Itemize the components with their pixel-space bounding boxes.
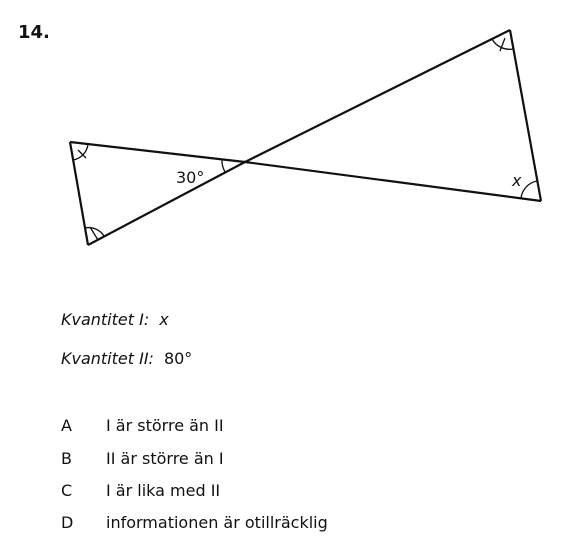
option-a[interactable] (61, 416, 224, 436)
question-number: 14. (18, 22, 50, 43)
quantity-two (61, 349, 192, 369)
quantity-two-label: Kvantitet II: (61, 349, 154, 368)
option-text: II är större än I (106, 449, 224, 468)
angle-arc-x (521, 181, 537, 198)
quantity-one-value: x (159, 310, 169, 329)
right-triangle-side-top (245, 30, 510, 162)
option-text: I är lika med II (106, 481, 221, 500)
angle-label-x: x (512, 171, 522, 190)
option-letter: A (61, 416, 72, 435)
quantity-two-value: 80° (163, 349, 193, 368)
option-text: I är större än II (106, 416, 224, 435)
option-text: informationen är otillräcklig (106, 513, 328, 532)
option-letter: D (61, 513, 74, 532)
option-d[interactable] (61, 513, 328, 533)
angle-tick-top-left (78, 150, 86, 158)
quantity-one (61, 310, 169, 330)
option-letter: C (61, 481, 73, 500)
option-letter: B (61, 449, 72, 468)
right-triangle-side-bottom (245, 162, 541, 201)
quantity-one-label: Kvantitet I: (61, 310, 150, 329)
angle-arc-intersection (222, 159, 225, 172)
left-triangle-side-bottom (88, 162, 245, 245)
option-b[interactable] (61, 449, 224, 469)
left-triangle-side-top (70, 142, 245, 162)
angle-label-30: 30° (176, 168, 205, 187)
option-c[interactable] (61, 481, 220, 501)
geometry-figure (0, 0, 561, 260)
